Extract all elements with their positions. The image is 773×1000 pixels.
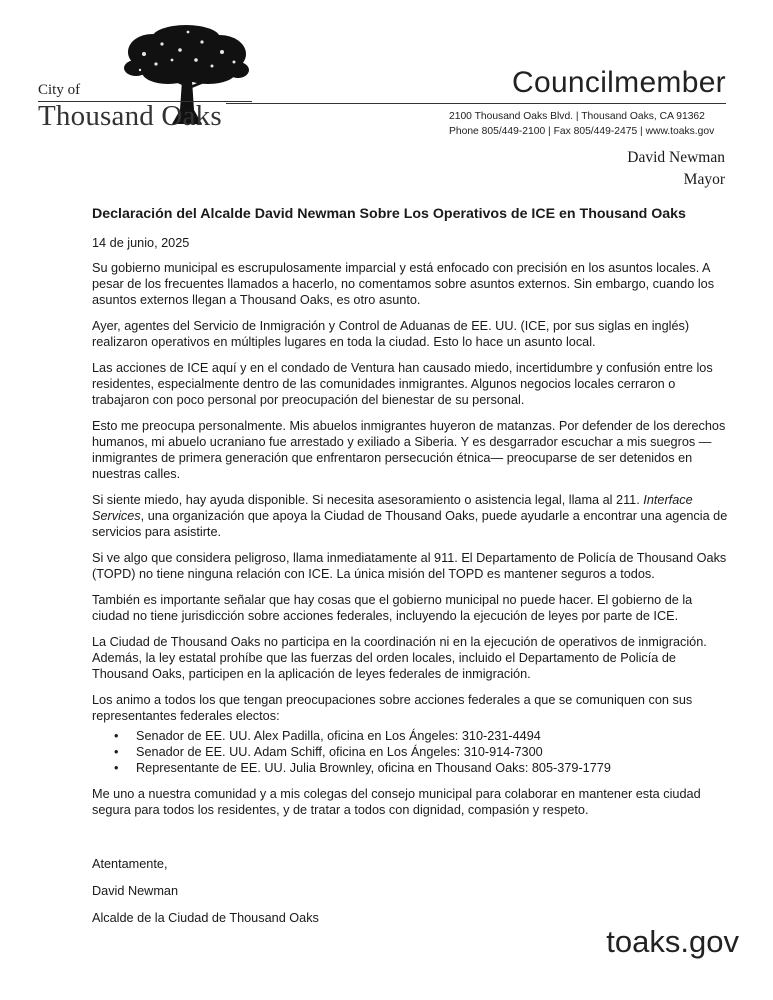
paragraph: Su gobierno municipal es escrupulosamente imparcial y está enfocado con precisión en los asuntos locales. A pesar de los frecuentes llamados a hacerlo, no comentamos sobre asuntos externos. Sin embargo, cuando los asuntos externos llegan a Thousand Oaks, es otro asunto. (92, 261, 715, 307)
bullet: • (114, 729, 119, 743)
salutation: Atentamente, (92, 857, 168, 871)
paragraph: Esto me preocupa personalmente. Mis abuelos inmigrantes huyeron de matanzas. Por defender de los derechos humanos, mi abuelo ucraniano fue arrestado y exiliado a Siberia. Y es desgarrador escuchar a mis suegros — inmigrantes de primera generación que enfrentaron persecución étnica— preocuparse de ser detenidos en nuestras calles. (92, 419, 726, 481)
closing-name: David Newman (92, 884, 179, 898)
final-paragraph: Me uno a nuestra comunidad y a mis colegas del consejo municipal para colaborar en mantener esta ciudad segura para todos los residentes, y de tratar a todos con dignidad, compasión y respeto. (92, 787, 701, 817)
signer-name: David Newman (627, 149, 725, 166)
bullet: • (114, 745, 119, 759)
list-item (92, 728, 732, 744)
list-item (92, 744, 732, 760)
city-logo (30, 24, 260, 136)
paragraph: La Ciudad de Thousand Oaks no participa en la coordinación ni en la ejecución de operativos de inmigración. Además, la ley estatal prohíbe que las fuerzas del orden locales, incluido el Departamento de Policía de Thousand Oaks, participen en la aplicación de leyes federales de inmigración. (92, 635, 707, 681)
footer-url: toaks.gov (606, 924, 739, 959)
paragraph: Ayer, agentes del Servicio de Inmigración y Control de Aduanas de EE. UU. (ICE, por sus siglas en inglés) realizaron operativos en múltiples lugares en toda la ciudad. Esto lo hace un asunto local. (92, 319, 690, 349)
office-title: Councilmember (512, 66, 726, 99)
header-divider (226, 103, 726, 104)
representatives-list (92, 728, 732, 776)
closing-block (92, 856, 732, 926)
help-paragraph (92, 492, 732, 540)
representative-entry: Senador de EE. UU. Alex Padilla, oficina en Los Ángeles: 310-231-4494 (136, 729, 541, 743)
city-of-label: City of (38, 82, 81, 98)
paragraph: Las acciones de ICE aquí y en el condado de Ventura han causado miedo, incertidumbre y confusión entre los residentes, especialmente dentro de las comunidades inmigrantes. Algunos negocios locales cerraron o trabajaron con poco personal por preocupación del bienestar de su personal. (92, 361, 713, 407)
paragraph: Los animo a todos los que tengan preocupaciones sobre acciones federales a que se comuniquen con sus representantes federales electos: (92, 693, 693, 723)
representative-entry: Representante de EE. UU. Julia Brownley, oficina en Thousand Oaks: 805-379-1779 (136, 761, 611, 775)
city-name: Thousand Oaks (38, 100, 222, 132)
representative-entry: Senador de EE. UU. Adam Schiff, oficina en Los Ángeles: 310-914-7300 (136, 745, 543, 759)
closing-position: Alcalde de la Ciudad de Thousand Oaks (92, 911, 319, 925)
bullet: • (114, 761, 119, 775)
letter-body (92, 205, 732, 937)
signer-title: Mayor (683, 171, 725, 188)
organization-name: Interface Services (92, 493, 693, 523)
paragraph: Si ve algo que considera peligroso, llama inmediatamente al 911. El Departamento de Policía de Thousand Oaks (TOPD) no tiene ninguna relación con ICE. La única misión del TOPD es mantener seguros a todos. (92, 551, 727, 581)
document-date: 14 de junio, 2025 (92, 236, 190, 250)
paragraph: También es importante señalar que hay cosas que el gobierno municipal no puede hacer. El gobierno de la ciudad no tiene jurisdicción sobre acciones federales, incluyendo la ejecución de leyes por parte de ICE. (92, 593, 693, 623)
help-text-end: , una organización que apoya la Ciudad de Thousand Oaks, puede ayudarle a encontrar una agencia de servicios para asistirte. (92, 509, 728, 539)
address-line: 2100 Thousand Oaks Blvd. | Thousand Oaks, CA 91362 (449, 111, 705, 122)
contact-line: Phone 805/449-2100 | Fax 805/449-2475 | www.toaks.gov (449, 126, 715, 137)
list-item (92, 760, 732, 776)
document-title: Declaración del Alcalde David Newman Sobre Los Operativos de ICE en Thousand Oaks (92, 206, 686, 222)
help-text-start: Si siente miedo, hay ayuda disponible. Si necesita asesoramiento o asistencia legal, llama al 211. (92, 493, 644, 507)
